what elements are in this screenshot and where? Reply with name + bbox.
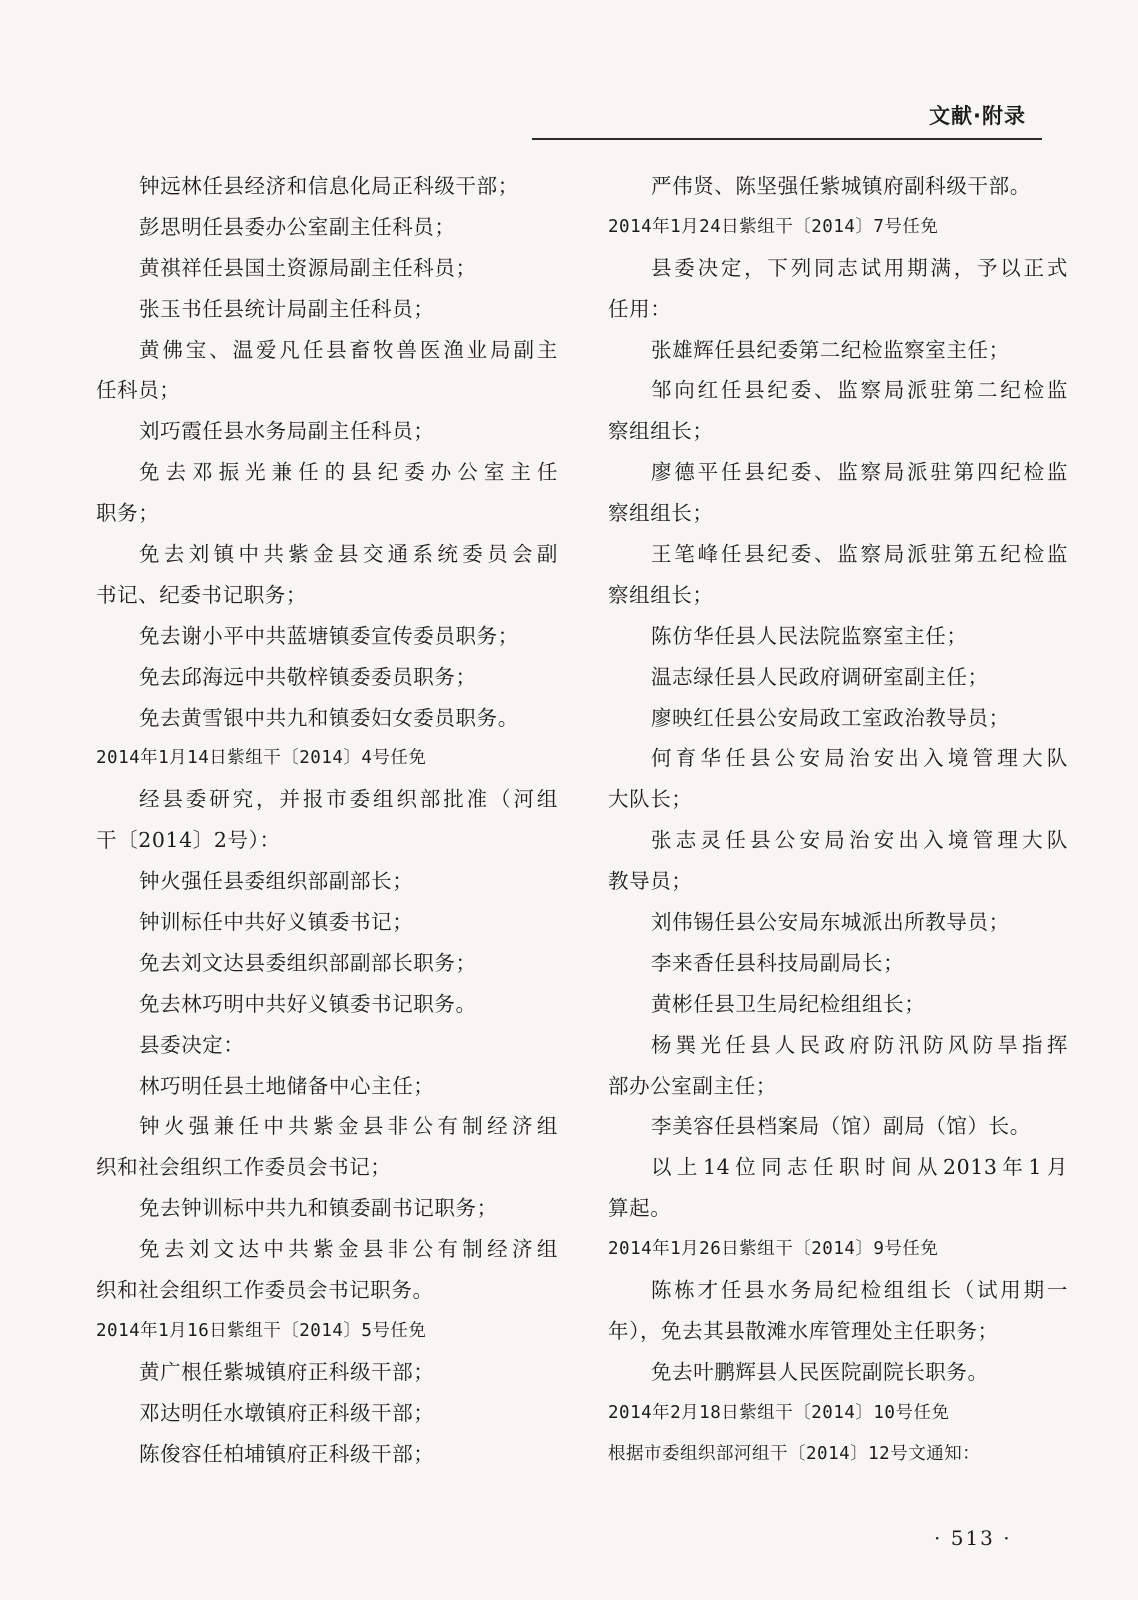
text-line: 钟火强兼任中共紫金县非公有制经济组	[139, 1114, 558, 1139]
text-line: 察组组长；	[608, 582, 714, 607]
page-number: · 513 ·	[934, 1526, 1012, 1550]
text-line: 邓达明任水墩镇府正科级干部；	[139, 1400, 435, 1425]
text-line: 李来香任县科技局副局长；	[651, 950, 905, 975]
text-line: 钟火强任县委组织部副部长；	[139, 869, 414, 894]
text-line: 免去叶鹏辉县人民医院副院长职务。	[651, 1359, 989, 1384]
text-line: 黄彬任县卫生局纪检组组长；	[651, 991, 926, 1016]
text-line: 织和社会组织工作委员会书记；	[96, 1155, 392, 1180]
text-line: 陈俊容任柏埔镇府正科级干部；	[139, 1441, 435, 1466]
text-line: 部办公室副主任；	[608, 1073, 777, 1098]
text-line: 免去钟训标中共九和镇委副书记职务；	[139, 1196, 498, 1221]
text-line: 钟训标任中共好义镇委书记；	[139, 910, 414, 935]
text-line: 陈仿华任县人民法院监察室主任；	[651, 623, 968, 648]
document-reference-line: 2014年1月14日紫组干〔2014〕4号任免	[96, 748, 427, 769]
text-line: 黄祺祥任县国土资源局副主任科员；	[139, 255, 477, 280]
section-header: 文献·附录	[929, 104, 1026, 128]
text-line: 张玉书任县统计局副主任科员；	[139, 296, 435, 321]
text-line: 县委决定，下列同志试用期满，予以正式	[651, 255, 1068, 280]
text-line: 大队长；	[608, 787, 693, 812]
text-line: 免去刘镇中共紫金县交通系统委员会副	[139, 542, 558, 567]
text-line: 年），免去其县散滩水库管理处主任职务；	[608, 1318, 999, 1343]
text-line: 何育华任县公安局治安出入境管理大队	[651, 746, 1068, 771]
text-line: 张志灵任县公安局治安出入境管理大队	[651, 828, 1068, 853]
document-reference-line: 2014年1月16日紫组干〔2014〕5号任免	[96, 1320, 427, 1341]
text-line: 免去刘文达县委组织部副部长职务；	[139, 950, 477, 975]
text-line: 廖德平任县纪委、监察局派驻第四纪检监	[651, 460, 1068, 485]
text-line: 免去邱海远中共敬梓镇委委员职务；	[139, 664, 477, 689]
text-line: 算起。	[608, 1196, 672, 1221]
text-line: 温志绿任县人民政府调研室副主任；	[651, 664, 989, 689]
text-line: 黄广根任紫城镇府正科级干部；	[139, 1359, 435, 1384]
text-line: 钟远林任县经济和信息化局正科级干部；	[139, 174, 519, 198]
text-line: 织和社会组织工作委员会书记职务。	[96, 1278, 434, 1303]
text-line: 免去邓振光兼任的县纪委办公室主任	[139, 460, 558, 485]
header-rule	[532, 138, 1042, 140]
text-line: 察组组长；	[608, 419, 714, 444]
text-line: 书记、纪委书记职务；	[96, 582, 307, 607]
document-reference-line: 2014年2月18日紫组干〔2014〕10号任免	[608, 1402, 950, 1423]
text-line: 免去林巧明中共好义镇委书记职务。	[139, 991, 477, 1016]
text-line: 任科员；	[96, 378, 181, 403]
text-line: 彭思明任县委办公室副主任科员；	[139, 214, 456, 239]
left-column	[96, 166, 558, 1475]
text-line: 王笔峰任县纪委、监察局派驻第五纪检监	[651, 542, 1068, 567]
text-line: 刘巧霞任县水务局副主任科员；	[139, 419, 435, 444]
text-line: 黄佛宝、温爱凡任县畜牧兽医渔业局副主	[139, 337, 558, 362]
text-line: 陈栋才任县水务局纪检组组长（试用期一	[651, 1278, 1068, 1303]
text-line: 县委决定：	[139, 1032, 245, 1057]
text-line: 免去谢小平中共蓝塘镇委宣传委员职务；	[139, 623, 519, 648]
text-line: 以上14位同志任职时间从2013年1月	[651, 1155, 1068, 1180]
text-line: 李美容任县档案局（馆）副局（馆）长。	[651, 1114, 1031, 1139]
text-line: 刘伟锡任县公安局东城派出所教导员；	[651, 910, 1010, 935]
text-line: 免去黄雪银中共九和镇委妇女委员职务。	[139, 705, 519, 730]
text-line: 免去刘文达中共紫金县非公有制经济组	[139, 1237, 558, 1262]
text-line: 廖映红任县公安局政工室政治教导员；	[651, 705, 1010, 730]
right-column	[608, 166, 1068, 1475]
text-line: 林巧明任县土地储备中心主任；	[139, 1073, 435, 1098]
text-line: 教导员；	[608, 869, 693, 894]
text-line: 经县委研究，并报市委组织部批准（河组	[139, 787, 558, 812]
text-line: 察组组长；	[608, 501, 714, 526]
document-reference-line: 2014年1月26日紫组干〔2014〕9号任免	[608, 1239, 939, 1260]
text-line: 邹向红任县纪委、监察局派驻第二纪检监	[651, 378, 1068, 403]
text-line: 职务；	[96, 501, 160, 526]
document-reference-line: 2014年1月24日紫组干〔2014〕7号任免	[608, 216, 939, 237]
text-line: 任用：	[608, 296, 672, 321]
document-reference-line: 根据市委组织部河组干〔2014〕12号文通知：	[608, 1443, 981, 1464]
text-line: 杨巽光任县人民政府防汛防风防旱指挥	[651, 1032, 1068, 1057]
text-line: 严伟贤、陈坚强任紫城镇府副科级干部。	[651, 174, 1031, 198]
text-line: 干〔2014〕2号）：	[96, 828, 281, 853]
text-line: 张雄辉任县纪委第二纪检监察室主任；	[651, 337, 1010, 362]
